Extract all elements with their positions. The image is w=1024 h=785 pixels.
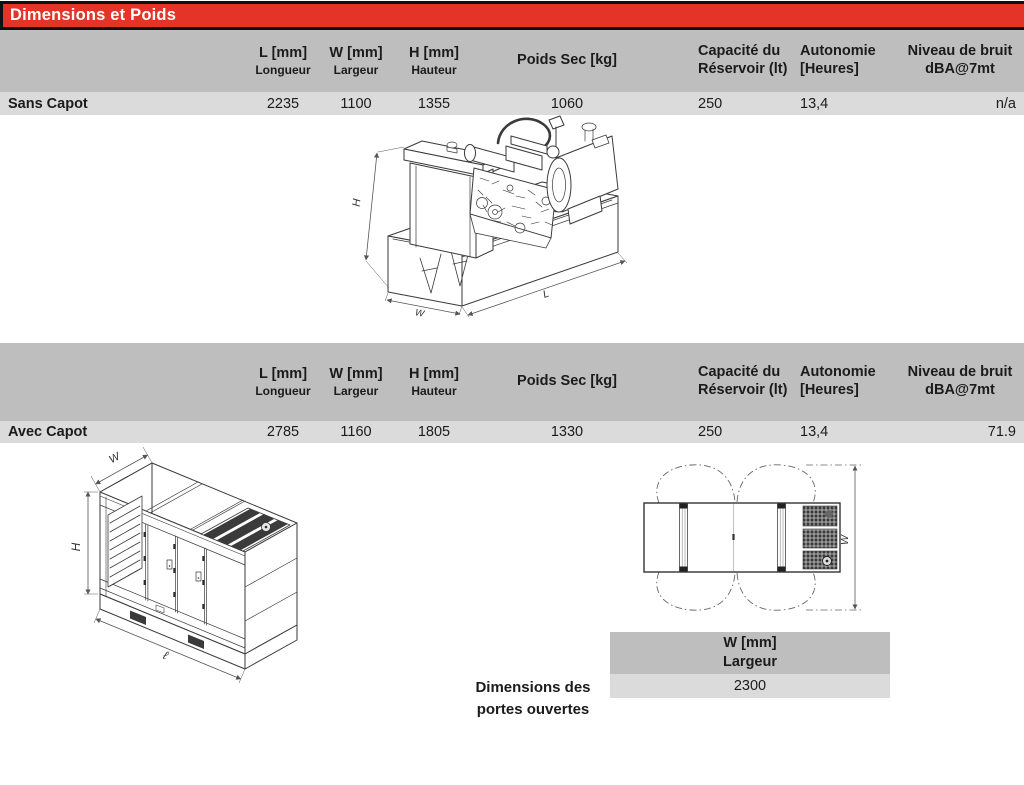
sans-capot-table-header [0, 30, 1024, 92]
section-banner [0, 1, 1024, 30]
dim-l-label: ℓ [161, 648, 171, 663]
sans-capot-row: Sans Capot 2235 1100 1355 1060 250 13,4 n/a [0, 92, 1024, 115]
row-label: Avec Capot [8, 424, 88, 440]
col-longueur: L [mm] Longueur [255, 44, 311, 77]
doors-open-caption: Dimensions des portes ouvertes [475, 679, 591, 718]
doors-open-top-view-drawing [620, 450, 880, 630]
dim-h-label: H [350, 198, 364, 208]
col-autonomie: Autonomie [Heures] [800, 43, 876, 77]
doors-width-table-header: W [mm] Largeur [610, 632, 890, 674]
col-poids-sec: Poids Sec [kg] [517, 52, 617, 69]
doors-width-table-value: 2300 [610, 674, 890, 698]
avec-capot-table-header: L [mm] Longueur W [mm] Largeur H [mm] Hauteur Poids Sec [kg] Capacité du Réservoir (lt) Autonomie [Heures] Niveau de bruit dBA@7mt [0, 343, 1024, 421]
col-largeur: W [mm] Largeur [329, 44, 383, 77]
canopy-genset-drawing [60, 445, 370, 698]
row-label: Sans Capot [8, 95, 88, 112]
section-title: Dimensions et Poids [10, 6, 177, 24]
dim-w-label: W [414, 307, 425, 320]
dim-h-label: H [69, 542, 83, 552]
col-hauteur: H [mm] Hauteur [409, 44, 459, 77]
dim-l-label: L [541, 287, 551, 301]
open-genset-drawing [350, 113, 680, 323]
col-niveau-bruit: Niveau de bruit dBA@7mt [907, 43, 1013, 77]
dim-w-label: W [107, 450, 122, 467]
col-capacite-reservoir: Capacité du Réservoir (lt) [698, 43, 788, 77]
avec-capot-row: Avec Capot 2785 1160 1805 1330 250 13,4 71.9 [0, 421, 1024, 443]
dim-w-label: W [839, 535, 851, 545]
